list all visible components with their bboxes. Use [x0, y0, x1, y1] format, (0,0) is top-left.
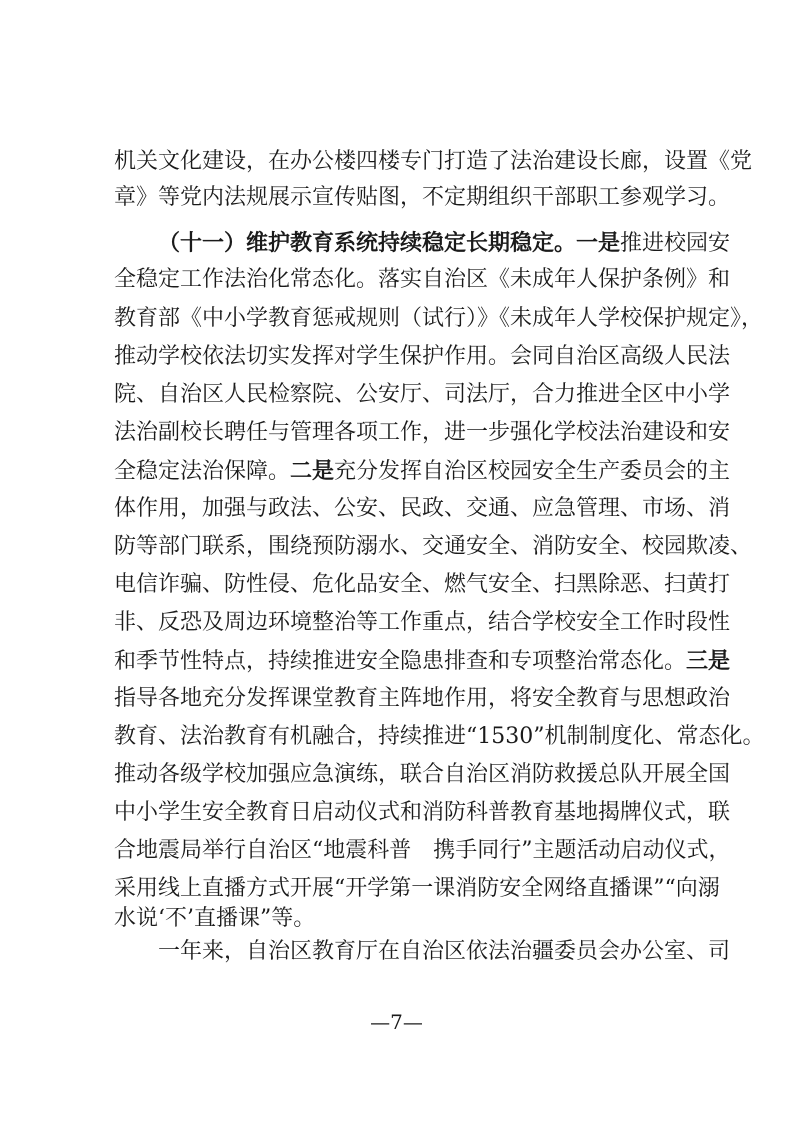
paragraph-text: 推进校园安 [620, 231, 731, 256]
section-heading: （十一）维护教育系统持续稳定长期稳定。 [158, 230, 577, 256]
paragraph-line: 非、反恐及周边环境整治等工作重点，结合学校安全工作时段性 [114, 610, 731, 635]
paragraph-line: 教育部《中小学教育惩戒规则（试行）》《未成年人学校保护规定》， [114, 306, 764, 331]
paragraph-line [114, 456, 731, 487]
paragraph-line: 机关文化建设，在办公楼四楼专门打造了法治建设长廊，设置《党 [114, 149, 753, 174]
paragraph-line: 合地震局举行自治区“地震科普 携手同行”主题活动启动仪式， [114, 838, 731, 863]
point-marker: 二是 [290, 458, 335, 484]
paragraph-line: 体作用，加强与政法、公安、民政、交通、应急管理、市场、消 [114, 496, 731, 521]
paragraph-line: 水说‘不’直播课”等。 [114, 906, 316, 931]
paragraph-line: 一年来，自治区教育厅在自治区依法治疆委员会办公室、司 [158, 939, 731, 964]
paragraph-line: 教育、法治教育有机融合，持续推进“1530”机制制度化、常态化。 [114, 724, 765, 749]
paragraph-line: 电信诈骗、防性侵、危化品安全、燃气安全、扫黑除恶、扫黄打 [114, 572, 731, 597]
paragraph-line [114, 646, 731, 677]
paragraph-line: 防等部门联系，围绕预防溺水、交通安全、消防安全、校园欺凌、 [114, 534, 753, 559]
page-number: —7— [370, 1010, 423, 1034]
paragraph-text: 和季节性特点，持续推进安全隐患排查和专项整治常态化。 [114, 649, 687, 674]
section-heading-line [158, 228, 731, 259]
paragraph-line: 指导各地充分发挥课堂教育主阵地作用，将安全教育与思想政治 [114, 686, 731, 711]
paragraph-line: 推动学校依法切实发挥对学生保护作用。会同自治区高级人民法 [114, 344, 731, 369]
paragraph-text: 全稳定法治保障。 [114, 459, 291, 484]
paragraph-line: 院、自治区人民检察院、公安厅、司法厅，合力推进全区中小学 [114, 382, 731, 407]
paragraph-line: 章》等党内法规展示宣传贴图，不定期组织干部职工参观学习。 [114, 185, 731, 210]
paragraph-text: 充分发挥自治区校园安全生产委员会的主 [334, 459, 731, 484]
paragraph-line: 推动各级学校加强应急演练，联合自治区消防救援总队开展全国 [114, 762, 731, 787]
paragraph-line: 全稳定工作法治化常态化。落实自治区《未成年人保护条例》和 [114, 267, 731, 292]
paragraph-line: 法治副校长聘任与管理各项工作，进一步强化学校法治建设和安 [114, 420, 731, 445]
point-marker: 三是 [686, 648, 731, 674]
paragraph-line: 中小学生安全教育日启动仪式和消防科普教育基地揭牌仪式，联 [114, 800, 731, 825]
paragraph-line: 采用线上直播方式开展“开学第一课消防安全网络直播课”“向溺 [114, 876, 720, 901]
point-marker: 一是 [576, 230, 621, 256]
